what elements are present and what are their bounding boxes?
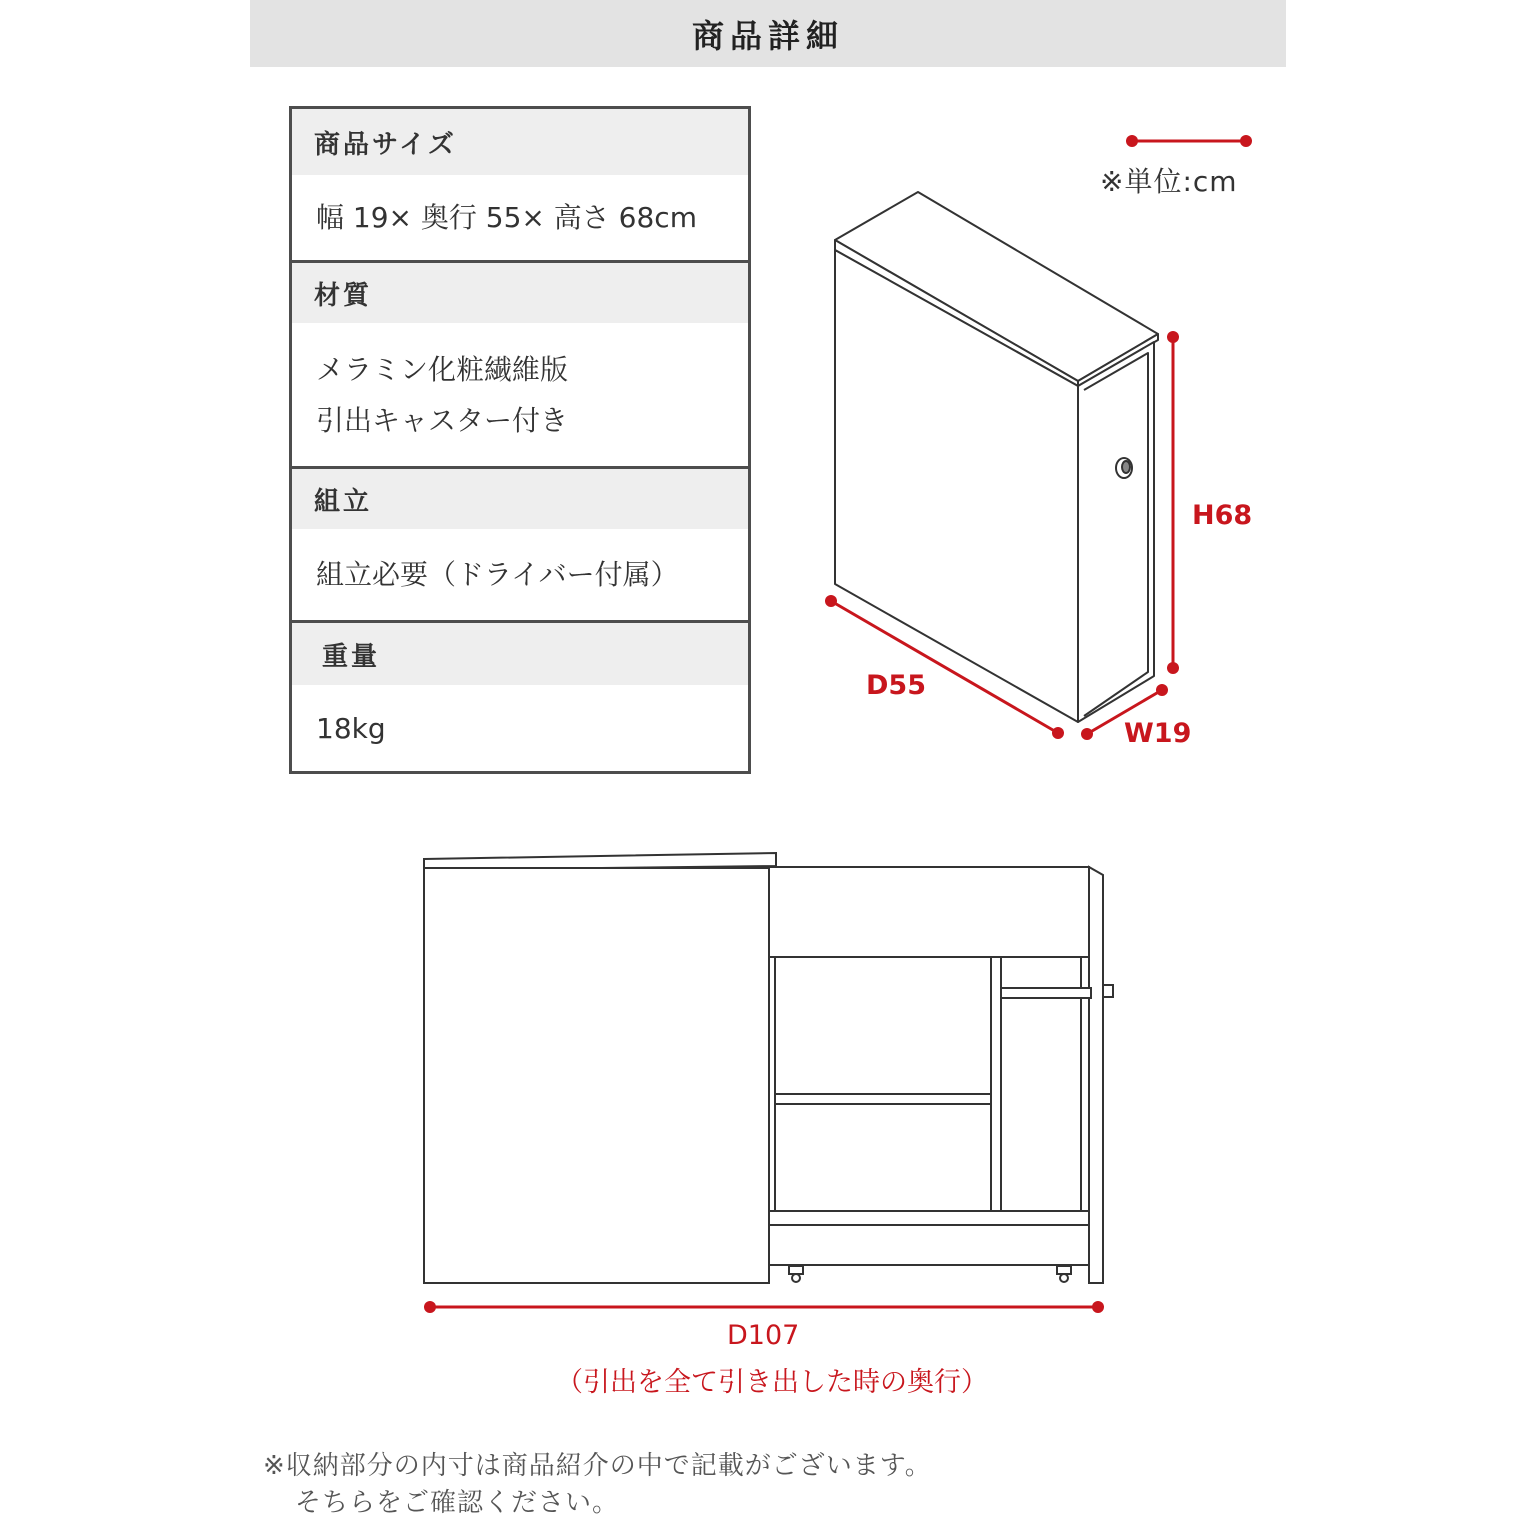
footnote-line: ※収納部分の内寸は商品紹介の中で記載がございます。 bbox=[263, 1451, 932, 1481]
spec-value-line: メラミン化粧繊維版 bbox=[316, 352, 569, 386]
spec-value-line: 18kg bbox=[316, 711, 386, 745]
dim-height-line bbox=[1167, 331, 1179, 674]
unit-legend-line bbox=[1126, 135, 1252, 147]
cabinet-open-drawing bbox=[424, 853, 1113, 1283]
dim-extended-depth-line bbox=[424, 1301, 1104, 1313]
spec-value-line: 組立必要（ドライバー付属） bbox=[316, 558, 679, 591]
spec-value-line: 幅 19× 奥行 55× 高さ 68cm bbox=[316, 201, 697, 234]
spec-value-line: 引出キャスター付き bbox=[316, 403, 569, 437]
dim-height-label: H68 bbox=[1192, 500, 1253, 531]
dim-extended-depth-label: D107 bbox=[727, 1320, 800, 1351]
dim-depth-label: D55 bbox=[866, 670, 926, 701]
spec-label: 材質 bbox=[292, 263, 748, 323]
spec-label: 商品サイズ bbox=[292, 109, 748, 175]
dim-width-label: W19 bbox=[1124, 718, 1192, 749]
spec-label: 重量 bbox=[292, 623, 748, 685]
dim-extended-depth-note: （引出を全て引き出した時の奥行） bbox=[556, 1367, 988, 1398]
footnote bbox=[263, 1448, 932, 1522]
unit-note: ※単位:cm bbox=[1100, 165, 1238, 198]
footnote-line: そちらをご確認ください。 bbox=[295, 1488, 620, 1518]
cabinet-closed-drawing bbox=[835, 192, 1158, 722]
spec-label: 組立 bbox=[292, 469, 748, 529]
page-title: 商品詳細 bbox=[691, 16, 844, 55]
